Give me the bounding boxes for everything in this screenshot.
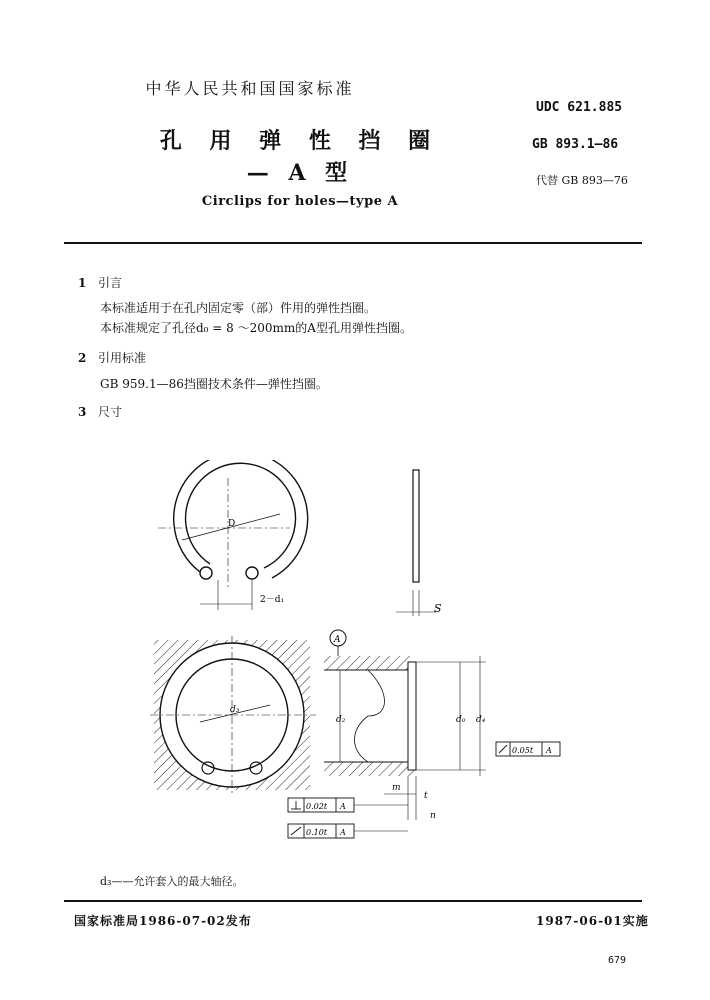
national-standard-title: 中华人民共和国国家标准 xyxy=(145,79,355,98)
label-n: n xyxy=(430,811,436,821)
section-1-paragraph-1: 本标准适用于在孔内固定零（部）件用的弹性挡圈。 xyxy=(100,301,377,315)
installed-ring-view xyxy=(150,636,316,794)
replaces-note: 代替 GB 893—76 xyxy=(536,174,628,187)
section-title: 尺寸 xyxy=(98,405,123,419)
footer-rule xyxy=(64,900,642,902)
implementation-date: 1987-06-01实施 xyxy=(536,914,649,928)
label-d4: d₄ xyxy=(476,715,486,725)
page-number: 679 xyxy=(608,955,627,966)
section-2-paragraph-1: GB 959.1—86挡圈技术条件—弹性挡圈。 xyxy=(100,377,328,391)
section-1-paragraph-2: 本标准规定了孔径d₀ = 8 ～200mm的A型孔用弹性挡圈。 xyxy=(100,321,412,335)
tol-runout-ref: A xyxy=(340,828,346,837)
publication-date: 国家标准局1986-07-02发布 xyxy=(74,914,252,928)
label-d0: d₀ xyxy=(456,715,466,725)
section-number: 3 xyxy=(78,405,87,419)
footnote: d₃——允许套入的最大轴径。 xyxy=(100,875,244,888)
section-1-heading xyxy=(78,274,122,291)
section-title: 引用标准 xyxy=(98,351,147,365)
label-S: S xyxy=(434,602,442,615)
circlip-drawing xyxy=(140,460,580,860)
circlip-top-view xyxy=(158,460,308,610)
document-title-english: Circlips for holes—type A xyxy=(201,194,399,209)
document-title: 孔 用 弹 性 挡 圈 xyxy=(159,128,441,154)
tol-runout-value: 0.10t xyxy=(306,828,328,837)
groove-section-view xyxy=(324,630,486,820)
section-2-heading xyxy=(78,349,146,366)
tol-parallel-ref: A xyxy=(546,746,552,755)
label-D: D xyxy=(228,519,236,529)
section-title: 引言 xyxy=(98,276,123,290)
datum-label: A xyxy=(334,635,341,645)
circlip-side-view xyxy=(396,470,436,616)
label-m: m xyxy=(392,783,401,793)
tol-perp-ref: A xyxy=(340,802,346,811)
document-subtitle: — A 型 xyxy=(246,160,354,186)
section-number: 1 xyxy=(78,276,87,290)
tol-perp-value: 0.02t xyxy=(306,802,328,811)
label-t: t xyxy=(424,791,428,801)
label-d2: d₂ xyxy=(336,715,346,725)
tol-parallel-value: 0.05t xyxy=(512,746,534,755)
gb-number: GB 893.1—86 xyxy=(532,137,619,152)
section-number: 2 xyxy=(78,351,87,365)
header-rule xyxy=(64,242,642,244)
udc-code: UDC 621.885 xyxy=(536,100,623,115)
label-d3: d₃ xyxy=(230,705,240,715)
label-2d1: 2－d₁ xyxy=(260,595,285,605)
section-3-heading xyxy=(78,403,122,420)
